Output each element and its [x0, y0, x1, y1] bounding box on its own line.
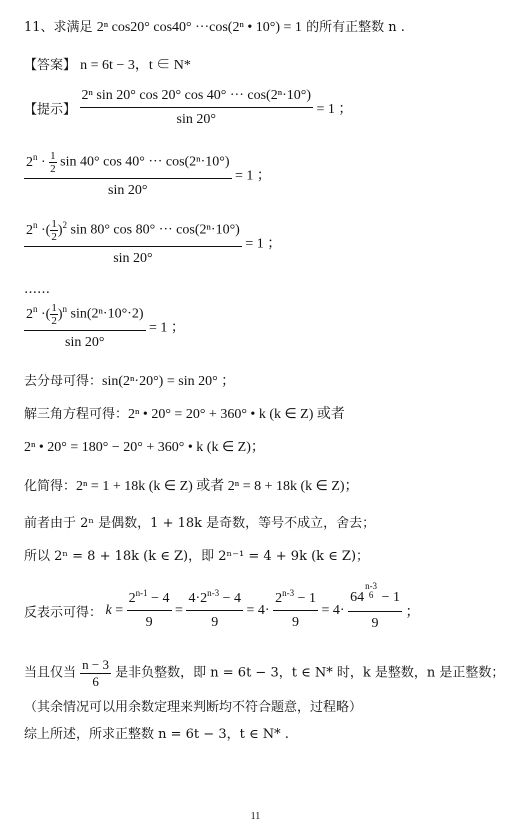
fraction-4-numerator: sin(2ⁿ·10°·2) [70, 306, 144, 322]
fraction-2-numerator: sin 40° cos 40° ··· cos(2ⁿ·10°) [60, 154, 230, 170]
fraction-4-denominator: sin 20° [65, 335, 105, 350]
hint-fraction-3: $2^n$ ·( $\frac{1}{2}$ )$^2$ sin 80° cos 80° ··· cos(2ⁿ·10°) sin 20° [26, 218, 240, 266]
step-remove-denominator: 去分母可得：sin(2ⁿ·20°) = sin 20° ； [24, 374, 236, 389]
fraction-3-denominator: sin 20° [113, 251, 153, 266]
fraction-2-denominator: sin 20° [108, 183, 148, 198]
problem-expression: 2ⁿ cos20° cos40° ···cos(2ⁿ • 10°) = 1 [96, 20, 302, 35]
hint-equation-1 [24, 88, 352, 128]
hint-tag: 【提示】 [24, 102, 77, 118]
one-half: $\frac{1}{2}$ [51, 302, 57, 327]
page-number: 11 [250, 811, 261, 822]
answer-value: n = 6t − 3，t ∈ N* [80, 58, 191, 73]
hint-fraction-2: $2^n$ · $\frac{1}{2}$ sin 40° cos 40° ··· cos(2ⁿ·10°) sin 20° [26, 150, 230, 198]
answer-tag: 【答案】 [24, 58, 77, 73]
step-solve-trig: 解三角方程可得：2ⁿ • 20° = 20° + 360° • k (k ∈ Z) 或者 [24, 407, 345, 422]
ellipsis: …… [24, 282, 50, 297]
step-parity: 前者由于 2ⁿ 是偶数，1 + 18k 是奇数，等号不成立，舍去； [24, 516, 376, 531]
step-second-case: 2ⁿ • 20° = 180° − 20° + 360° • k (k ∈ Z)； [24, 440, 265, 455]
step-final-answer: 综上所述，所求正整数 n = 6t − 3，t ∈ N* . [24, 727, 289, 742]
step-express-k: 反表示可得： k = $\frac{2^{n-1} - 4}{9}$ = $\frac{4\cdot 2^{n-3} - 4}{9}$ = 4· $\frac{2^{n-3} - 1}{9}$ = 4· 64 $^{n-3 6}$ − 1 9 ； [24, 581, 420, 631]
hint-equation-4 [24, 302, 185, 351]
one-half: $\frac{1}{2}$ [51, 218, 57, 243]
hint-fraction-4: $2^n$ ·( $\frac{1}{2}$ )$^n$ sin(2ⁿ·10°·2) sin 20° [26, 302, 144, 350]
n-minus-3-over-6: $\frac{n - 3}{6}$ [82, 657, 109, 689]
fraction-1-denominator: sin 20° [176, 112, 216, 127]
problem-statement [24, 20, 405, 36]
problem-text-after: 的所有正整数 n . [306, 20, 405, 35]
eq-one-3: = 1 ； [245, 236, 282, 252]
problem-number: 11、 [24, 20, 54, 35]
k-fraction-1: $\frac{2^{n-1} - 4}{9}$ [128, 588, 170, 630]
one-half: $\frac{1}{2}$ [50, 150, 56, 175]
step-simplify: 化简得：2ⁿ = 1 + 18k (k ∈ Z) 或者 2ⁿ = 8 + 18k (k ∈ Z)； [24, 479, 359, 494]
k-fraction-4: 64 $^{n-3 6}$ − 1 9 [350, 581, 400, 631]
express-k-label: 反表示可得： [24, 605, 103, 621]
eq-one-4: = 1 ； [149, 320, 185, 336]
step-condition: 当且仅当 $\frac{n - 3}{6}$ 是非负整数，即 n = 6t − 3，t ∈ N* 时，k 是整数，n 是正整数； [24, 657, 505, 689]
hint-fraction-1 [80, 88, 314, 128]
k-fraction-3: $\frac{2^{n-3} - 1}{9}$ [275, 588, 316, 630]
eq-one-2: = 1 ； [235, 168, 271, 184]
answer-line [24, 58, 191, 74]
fraction-3-numerator: sin 80° cos 80° ··· cos(2ⁿ·10°) [70, 222, 240, 238]
k-fraction-2: $\frac{4\cdot 2^{n-3} - 4}{9}$ [188, 588, 242, 630]
hint-equation-2 [24, 150, 271, 199]
fraction-1-numerator: 2ⁿ sin 20° cos 20° cos 40° ··· cos(2ⁿ·10°) [80, 88, 314, 108]
problem-text-before: 求满足 [53, 20, 93, 35]
hint-equation-3 [24, 218, 281, 267]
step-conclusion-k: 所以 2ⁿ = 8 + 18k (k ∈ Z)，即 2ⁿ⁻¹ = 4 + 9k (k ∈ Z)； [24, 549, 370, 564]
step-note: （其余情况可以用余数定理来判断均不符合题意，过程略） [24, 700, 363, 715]
eq-one-1: = 1 ； [316, 102, 353, 117]
